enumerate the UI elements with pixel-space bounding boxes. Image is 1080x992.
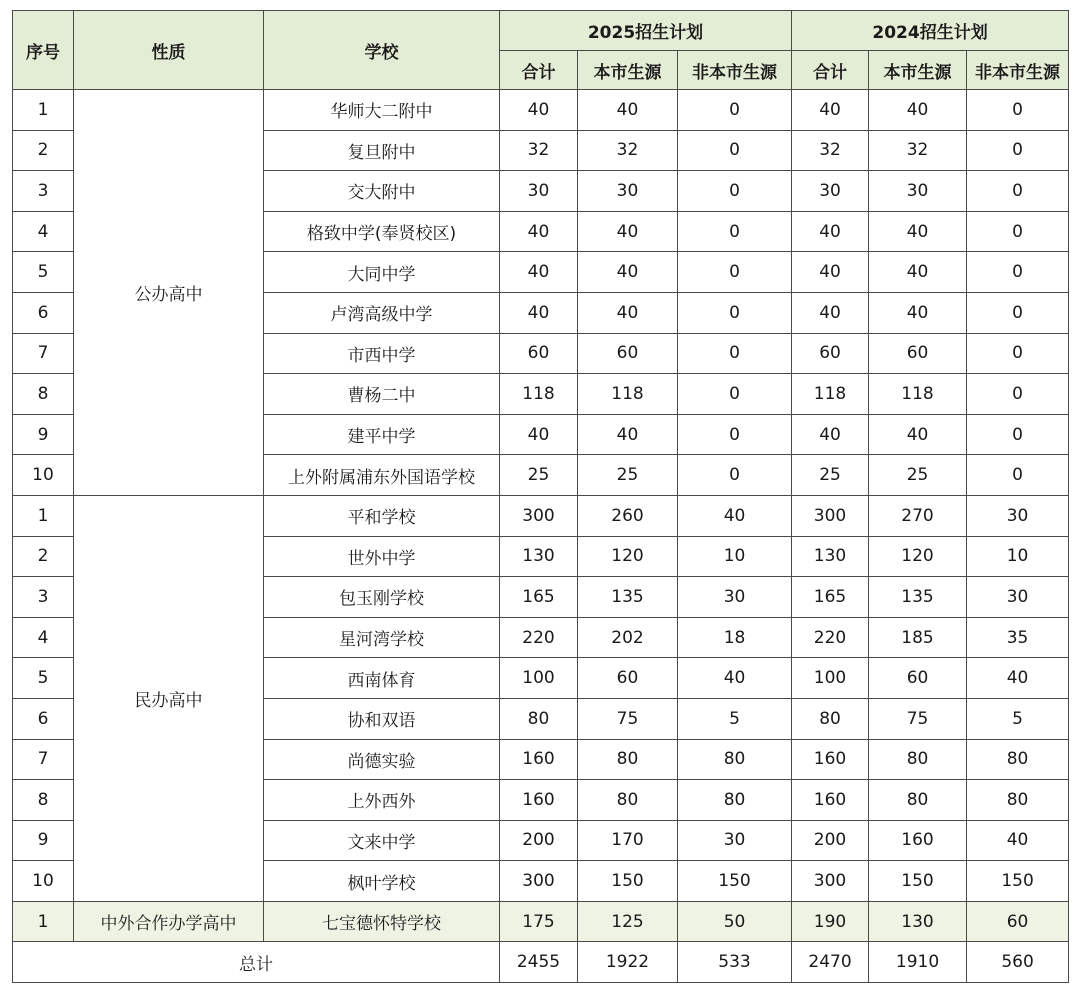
table-body [13,90,1069,983]
plan-2024-total-cell: 80 [792,698,869,739]
nature-cell: 民办高中 [74,495,264,901]
plan-2024-nonlocal-cell: 0 [967,90,1069,131]
plan-2024-total-cell: 130 [792,536,869,577]
school-cell: 建平中学 [264,414,500,455]
plan-2024-nonlocal-cell: 150 [967,861,1069,902]
seq-cell: 1 [13,90,74,131]
plan-2025-local-cell: 118 [578,374,678,415]
seq-cell: 9 [13,414,74,455]
plan-2024-total-cell: 300 [792,495,869,536]
summary-2024-local: 1910 [869,942,967,983]
plan-2025-nonlocal-cell: 80 [678,780,792,821]
plan-2024-nonlocal-cell: 10 [967,536,1069,577]
plan-2025-nonlocal-cell: 30 [678,820,792,861]
nature-cell: 中外合作办学高中 [74,901,264,942]
school-cell: 尚德实验 [264,739,500,780]
plan-2024-nonlocal-cell: 30 [967,495,1069,536]
school-cell: 七宝德怀特学校 [264,901,500,942]
plan-2025-nonlocal-cell: 10 [678,536,792,577]
plan-2024-local-cell: 270 [869,495,967,536]
plan-2025-total-cell: 200 [500,820,578,861]
plan-2024-total-cell: 118 [792,374,869,415]
plan-2024-total-cell: 220 [792,617,869,658]
plan-2024-total-cell: 190 [792,901,869,942]
enrollment-plan-table [12,10,1069,983]
plan-2024-total-cell: 32 [792,130,869,171]
seq-cell: 6 [13,292,74,333]
summary-2025-total: 2455 [500,942,578,983]
table-header [13,11,1069,90]
header-2024-total: 合计 [792,51,869,90]
plan-2025-local-cell: 32 [578,130,678,171]
plan-2024-local-cell: 32 [869,130,967,171]
plan-2025-nonlocal-cell: 30 [678,577,792,618]
plan-2025-nonlocal-cell: 5 [678,698,792,739]
table-row [13,495,1069,536]
plan-2024-local-cell: 135 [869,577,967,618]
seq-cell: 8 [13,374,74,415]
plan-2025-nonlocal-cell: 0 [678,333,792,374]
plan-2025-local-cell: 40 [578,292,678,333]
plan-2024-nonlocal-cell: 0 [967,211,1069,252]
plan-2024-nonlocal-cell: 0 [967,414,1069,455]
plan-2024-local-cell: 80 [869,780,967,821]
plan-2025-local-cell: 25 [578,455,678,496]
school-cell: 曹杨二中 [264,374,500,415]
seq-cell: 1 [13,901,74,942]
nature-cell: 公办高中 [74,90,264,496]
plan-2025-nonlocal-cell: 18 [678,617,792,658]
plan-2024-nonlocal-cell: 30 [967,577,1069,618]
seq-cell: 3 [13,577,74,618]
plan-2025-local-cell: 40 [578,414,678,455]
header-seq: 序号 [13,11,74,90]
plan-2025-total-cell: 300 [500,861,578,902]
plan-2025-nonlocal-cell: 0 [678,90,792,131]
school-cell: 平和学校 [264,495,500,536]
plan-2025-local-cell: 40 [578,90,678,131]
plan-2024-nonlocal-cell: 80 [967,739,1069,780]
plan-2024-total-cell: 40 [792,292,869,333]
header-nature: 性质 [74,11,264,90]
plan-2024-total-cell: 200 [792,820,869,861]
plan-2025-local-cell: 170 [578,820,678,861]
plan-2025-total-cell: 25 [500,455,578,496]
plan-2025-local-cell: 60 [578,333,678,374]
plan-2024-local-cell: 75 [869,698,967,739]
school-cell: 世外中学 [264,536,500,577]
header-school: 学校 [264,11,500,90]
seq-cell: 7 [13,333,74,374]
school-cell: 上外附属浦东外国语学校 [264,455,500,496]
plan-2024-total-cell: 165 [792,577,869,618]
plan-2024-nonlocal-cell: 60 [967,901,1069,942]
plan-2024-local-cell: 60 [869,333,967,374]
school-cell: 格致中学(奉贤校区) [264,211,500,252]
plan-2025-nonlocal-cell: 0 [678,292,792,333]
school-cell: 卢湾高级中学 [264,292,500,333]
header-2024-nonlocal: 非本市生源 [967,51,1069,90]
plan-2025-total-cell: 160 [500,780,578,821]
plan-2024-total-cell: 60 [792,333,869,374]
table-row [13,901,1069,942]
plan-2025-total-cell: 80 [500,698,578,739]
plan-2025-total-cell: 30 [500,171,578,212]
plan-2024-total-cell: 40 [792,414,869,455]
plan-2025-local-cell: 30 [578,171,678,212]
plan-2025-local-cell: 125 [578,901,678,942]
plan-2024-total-cell: 40 [792,90,869,131]
school-cell: 西南体育 [264,658,500,699]
header-2024-local: 本市生源 [869,51,967,90]
summary-2025-nonlocal: 533 [678,942,792,983]
plan-2025-local-cell: 40 [578,211,678,252]
plan-2025-local-cell: 60 [578,658,678,699]
plan-2025-total-cell: 175 [500,901,578,942]
plan-2025-local-cell: 80 [578,780,678,821]
plan-2025-total-cell: 60 [500,333,578,374]
school-cell: 大同中学 [264,252,500,293]
plan-2024-local-cell: 150 [869,861,967,902]
plan-2024-local-cell: 40 [869,252,967,293]
plan-2024-local-cell: 160 [869,820,967,861]
plan-2024-nonlocal-cell: 0 [967,130,1069,171]
plan-2024-local-cell: 40 [869,414,967,455]
plan-2024-local-cell: 30 [869,171,967,212]
school-cell: 文来中学 [264,820,500,861]
summary-2024-nonlocal: 560 [967,942,1069,983]
summary-row [13,942,1069,983]
plan-2024-nonlocal-cell: 0 [967,333,1069,374]
summary-label: 总计 [13,942,500,983]
plan-2025-local-cell: 135 [578,577,678,618]
header-2025-total: 合计 [500,51,578,90]
plan-2024-nonlocal-cell: 0 [967,374,1069,415]
seq-cell: 8 [13,780,74,821]
seq-cell: 4 [13,617,74,658]
plan-2025-local-cell: 40 [578,252,678,293]
plan-2025-local-cell: 202 [578,617,678,658]
plan-2025-nonlocal-cell: 40 [678,658,792,699]
school-cell: 上外西外 [264,780,500,821]
seq-cell: 10 [13,861,74,902]
seq-cell: 2 [13,130,74,171]
plan-2025-local-cell: 150 [578,861,678,902]
plan-2024-nonlocal-cell: 35 [967,617,1069,658]
plan-2024-total-cell: 100 [792,658,869,699]
seq-cell: 9 [13,820,74,861]
plan-2025-total-cell: 40 [500,292,578,333]
plan-2025-nonlocal-cell: 0 [678,414,792,455]
plan-2025-nonlocal-cell: 80 [678,739,792,780]
plan-2025-nonlocal-cell: 0 [678,211,792,252]
plan-2024-total-cell: 40 [792,252,869,293]
table-row [13,90,1069,131]
plan-2025-nonlocal-cell: 0 [678,171,792,212]
plan-2024-nonlocal-cell: 40 [967,820,1069,861]
plan-2025-total-cell: 40 [500,252,578,293]
plan-2024-total-cell: 25 [792,455,869,496]
plan-2025-total-cell: 160 [500,739,578,780]
header-plan-2025: 2025招生计划 [500,11,792,51]
plan-2025-total-cell: 40 [500,90,578,131]
plan-2024-nonlocal-cell: 40 [967,658,1069,699]
plan-2025-nonlocal-cell: 150 [678,861,792,902]
plan-2024-total-cell: 160 [792,739,869,780]
plan-2025-total-cell: 300 [500,495,578,536]
plan-2024-local-cell: 40 [869,90,967,131]
plan-2025-local-cell: 260 [578,495,678,536]
header-2025-nonlocal: 非本市生源 [678,51,792,90]
school-cell: 包玉刚学校 [264,577,500,618]
plan-2024-total-cell: 30 [792,171,869,212]
seq-cell: 5 [13,658,74,699]
plan-2025-total-cell: 165 [500,577,578,618]
plan-2024-nonlocal-cell: 0 [967,252,1069,293]
plan-2024-local-cell: 130 [869,901,967,942]
plan-2024-total-cell: 160 [792,780,869,821]
school-cell: 交大附中 [264,171,500,212]
school-cell: 枫叶学校 [264,861,500,902]
plan-2024-local-cell: 40 [869,292,967,333]
plan-2024-local-cell: 60 [869,658,967,699]
plan-2025-total-cell: 40 [500,414,578,455]
header-2025-local: 本市生源 [578,51,678,90]
plan-2025-local-cell: 80 [578,739,678,780]
plan-2024-nonlocal-cell: 80 [967,780,1069,821]
seq-cell: 7 [13,739,74,780]
plan-2025-total-cell: 32 [500,130,578,171]
seq-cell: 4 [13,211,74,252]
plan-2025-local-cell: 120 [578,536,678,577]
plan-2024-local-cell: 25 [869,455,967,496]
plan-2025-nonlocal-cell: 50 [678,901,792,942]
plan-2024-local-cell: 120 [869,536,967,577]
seq-cell: 1 [13,495,74,536]
school-cell: 华师大二附中 [264,90,500,131]
plan-2024-local-cell: 118 [869,374,967,415]
seq-cell: 3 [13,171,74,212]
plan-2025-total-cell: 40 [500,211,578,252]
school-cell: 复旦附中 [264,130,500,171]
plan-2024-local-cell: 40 [869,211,967,252]
plan-2025-nonlocal-cell: 40 [678,495,792,536]
plan-2025-total-cell: 100 [500,658,578,699]
school-cell: 星河湾学校 [264,617,500,658]
header-plan-2024: 2024招生计划 [792,11,1069,51]
plan-2024-total-cell: 40 [792,211,869,252]
summary-2024-total: 2470 [792,942,869,983]
seq-cell: 10 [13,455,74,496]
plan-2025-total-cell: 220 [500,617,578,658]
plan-2024-nonlocal-cell: 0 [967,455,1069,496]
plan-2024-local-cell: 185 [869,617,967,658]
school-cell: 市西中学 [264,333,500,374]
seq-cell: 2 [13,536,74,577]
summary-2025-local: 1922 [578,942,678,983]
plan-2024-nonlocal-cell: 5 [967,698,1069,739]
plan-2024-nonlocal-cell: 0 [967,171,1069,212]
plan-2024-total-cell: 300 [792,861,869,902]
plan-2025-total-cell: 130 [500,536,578,577]
plan-2025-total-cell: 118 [500,374,578,415]
plan-2024-local-cell: 80 [869,739,967,780]
seq-cell: 5 [13,252,74,293]
plan-2024-nonlocal-cell: 0 [967,292,1069,333]
plan-2025-nonlocal-cell: 0 [678,252,792,293]
plan-2025-nonlocal-cell: 0 [678,455,792,496]
plan-2025-nonlocal-cell: 0 [678,374,792,415]
plan-2025-nonlocal-cell: 0 [678,130,792,171]
seq-cell: 6 [13,698,74,739]
plan-2025-local-cell: 75 [578,698,678,739]
school-cell: 协和双语 [264,698,500,739]
